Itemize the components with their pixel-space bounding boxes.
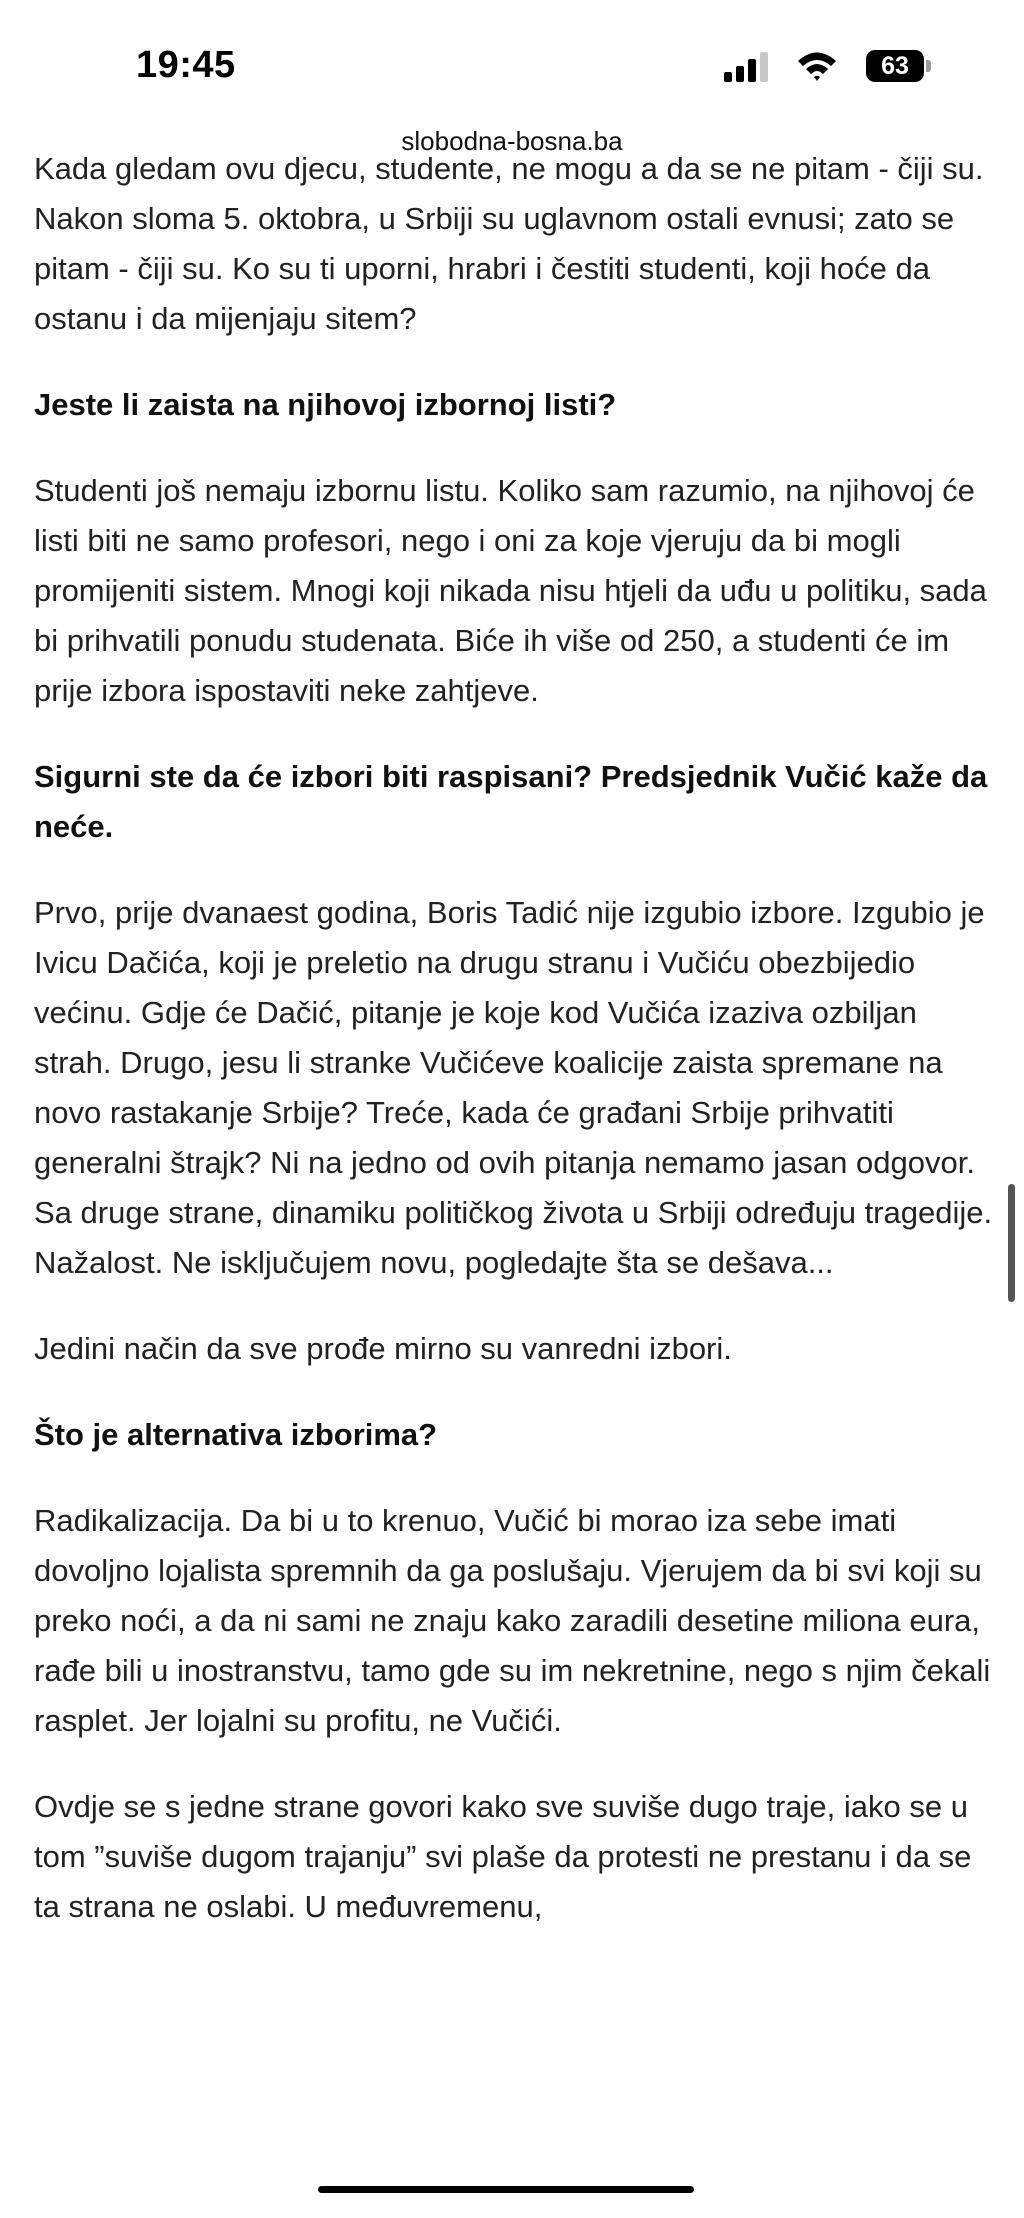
interview-question: Sigurni ste da će izbori biti raspisani? Predsjednik Vučić kaže da neće.: [34, 759, 988, 844]
status-bar: [0, 0, 1024, 128]
battery-tip: [926, 60, 931, 72]
wifi-icon: [796, 50, 838, 82]
article-paragraph: Prvo, prije dvanaest godina, Boris Tadić nije izgubio izbore. Izgubio je Ivicu Dačića, koji je preletio na drugu stranu i Vučiću obezbijedio većinu. Gdje će Dačić, pitanje je koje kod Vučića izaziva ozbiljan strah. Drugo, jesu li stranke Vučićeve koalicije zaista spremane na novo rastakanje Srbije? Treće, kada će građani Srbije prihvatiti generalni štrajk? Ni na jedno od ovih pitanja nemamo jasan odgovor. Sa druge strane, dinamiku političkog života u Srbiji određuju tragedije. Nažalost. Ne isključujem novu, pogledajte šta se dešava...: [34, 895, 993, 1280]
url-bar[interactable]: slobodna-bosna.ba: [401, 126, 623, 156]
article-paragraph: Radikalizacija. Da bi u to krenuo, Vučić bi morao iza sebe imati dovoljno lojalista spremnih da ga poslušaju. Vjerujem da bi svi koji su preko noći, a da ni sami ne znaju kako zaradili desetine miliona eura, rađe bili u inostranstvu, tamo gde su im nekretnine, nego s njim čekali rasplet. Jer lojalni su profitu, ne Vučići.: [34, 1503, 991, 1738]
battery-icon: [866, 50, 932, 82]
strikethrough-mark: [318, 2186, 694, 2193]
battery-level: 63: [866, 50, 924, 82]
cellular-signal-icon: [724, 52, 768, 82]
interview-question: Što je alternativa izborima?: [34, 1417, 438, 1452]
interview-question: Jeste li zaista na njihovoj izbornoj listi?: [34, 387, 617, 422]
article-body: [34, 144, 994, 1932]
article-paragraph: Kada gledam ovu djecu, studente, ne mogu a da se ne pitam - čiji su. Nakon sloma 5. oktobra, u Srbiji su uglavnom ostali evnusi; zato se pitam - čiji su. Ko su ti uporni, hrabri i čestiti studenti, koji hoće da ostanu i da mijenjaju sitem?: [34, 151, 984, 336]
article-paragraph: Jedini način da sve prođe mirno su vanredni izbori.: [34, 1331, 732, 1366]
scroll-indicator[interactable]: [1008, 1184, 1015, 1302]
article-paragraph: Studenti još nemaju izbornu listu. Koliko sam razumio, na njihovoj će listi biti ne samo profesori, nego i oni za koje vjeruju da bi mogli promijeniti sistem. Mnogi koji nikada nisu htjeli da uđu u politiku, sada bi prihvatili ponudu studenata. Biće ih više od 250, a studenti će im prije izbora ispostaviti neke zahtjeve.: [34, 473, 987, 708]
status-time: 19:45: [136, 44, 236, 86]
article-paragraph: Ovdje se s jedne strane govori kako sve suviše dugo traje, iako se u tom ”suviše dugom trajanju” svi plaše da protesti ne prestanu i da se ta strana ne oslabi. U međuvremenu,: [34, 1789, 972, 1924]
